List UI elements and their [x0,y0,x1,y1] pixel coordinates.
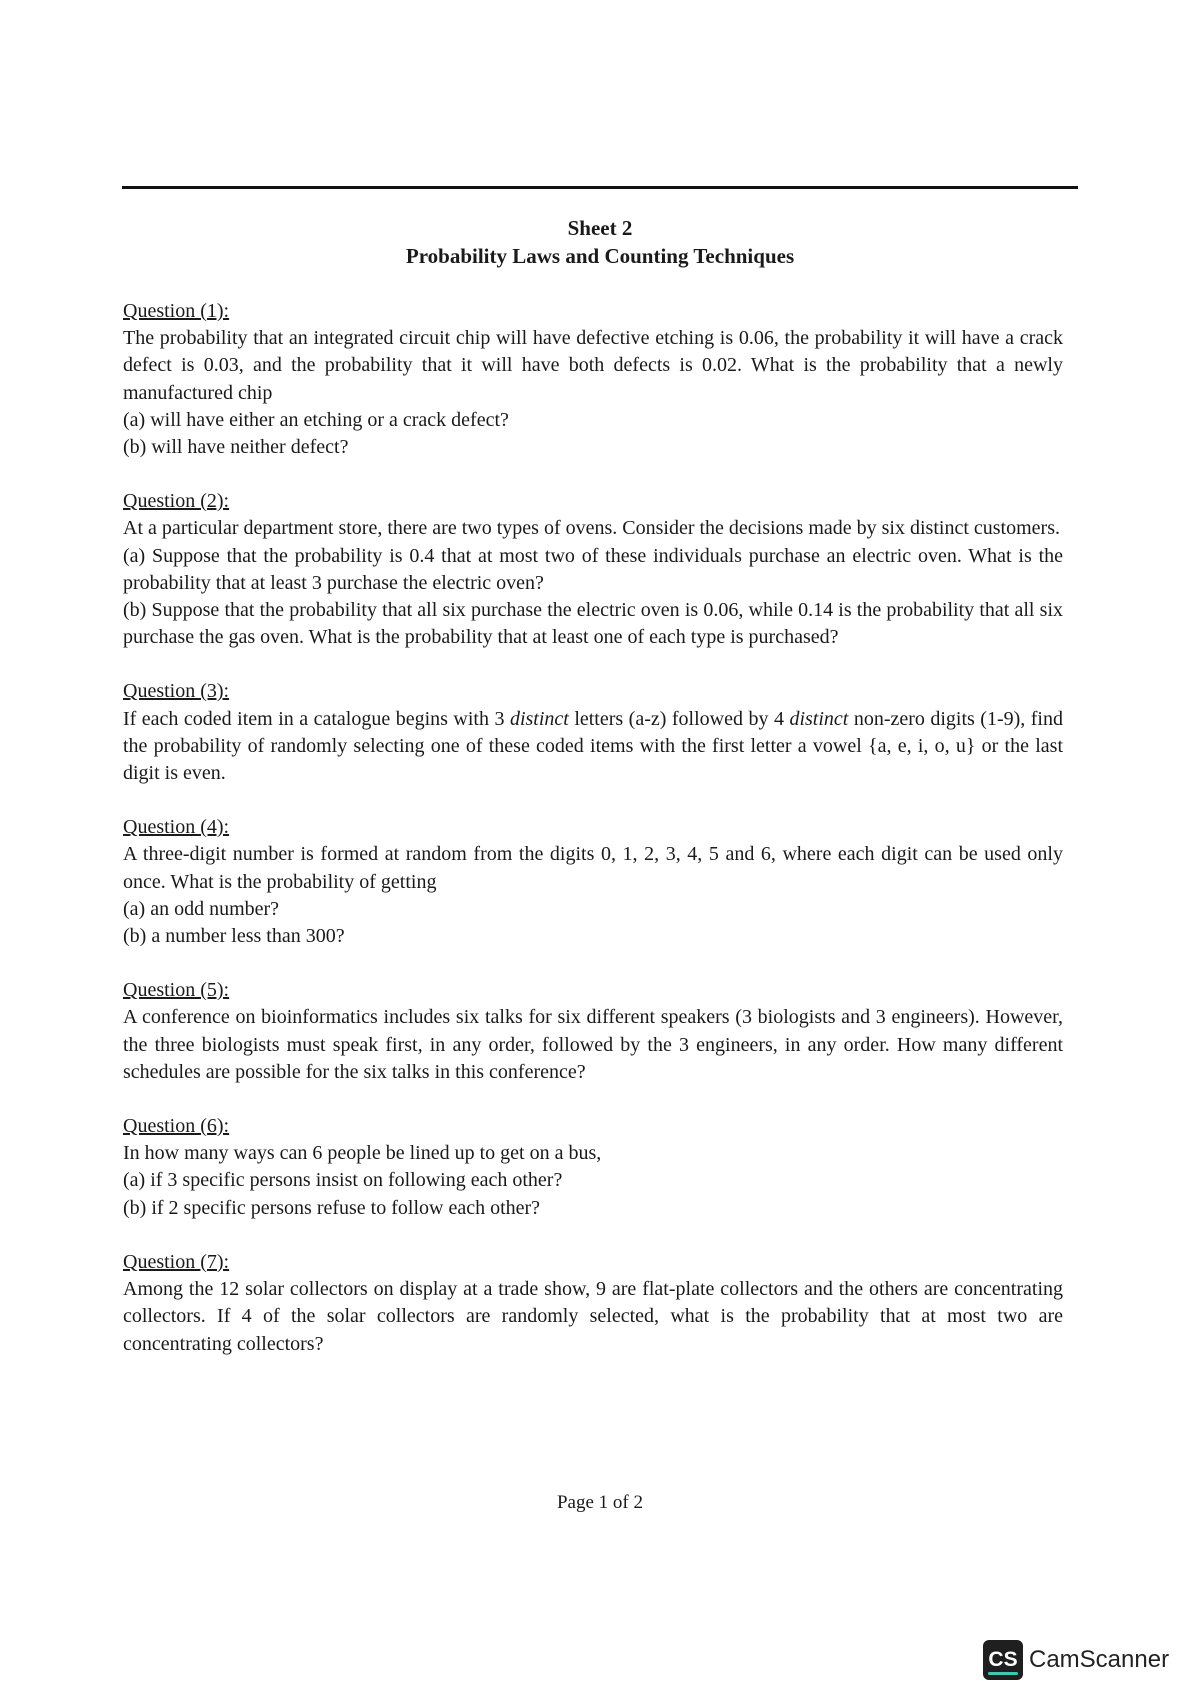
question-part-b: (b) if 2 specific persons refuse to follow each other? [123,1196,541,1219]
text-run: letters (a-z) followed by 4 [568,707,790,730]
question-part-a: (a) an odd number? [123,897,280,920]
question-part-b: (b) will have neither defect? [123,436,349,459]
question-1 [123,298,1063,461]
header-rule [122,186,1078,189]
question-title: Question (1): [123,300,230,322]
question-title: Question (7): [123,1250,230,1273]
sheet-header [122,214,1078,270]
question-text: At a particular department store, there are two types of ovens. Consider the decisions made by six distinct customers. [123,517,1060,540]
question-part-a: (a) will have either an etching or a crack defect? [123,408,509,431]
question-title: Question (5): [123,979,230,1002]
question-7 [123,1249,1063,1358]
emphasis-distinct: distinct [509,707,569,730]
question-part-b: (b) a number less than 300? [123,925,345,948]
sheet-number: Sheet 2 [567,216,633,240]
question-5 [123,977,1063,1086]
question-text: A conference on bioinformatics includes six talks for six different speakers (3 biologists and 3 engineers). However, the three biologists must speak first, in any order, followed by the 3 engineers, in any order. How many different schedules are possible for the six talks in this conference? [123,1006,1063,1083]
question-part-a: (a) Suppose that the probability is 0.4 that at most two of these individuals purchase an electric oven. What is the probability that at least 3 purchase the electric oven? [123,544,1063,594]
question-2 [123,488,1063,651]
question-text: In how many ways can 6 people be lined up to get on a bus, [123,1142,602,1165]
question-title: Question (6): [123,1115,230,1138]
emphasis-distinct: distinct [789,707,849,730]
question-text: The probability that an integrated circuit chip will have defective etching is 0.06, the probability it will have a crack defect is 0.03, and the probability that it will have both defects is 0.02. What is the probability that a newly manufactured chip [123,327,1063,404]
question-text: A three-digit number is formed at random from the digits 0, 1, 2, 3, 4, 5 and 6, where each digit can be used only once. What is the probability of getting [123,843,1063,893]
question-6 [123,1113,1063,1222]
questions-list [123,298,1063,1385]
question-title: Question (3): [123,680,230,703]
sheet-title: Probability Laws and Counting Techniques [405,244,795,268]
camscanner-label: CamScanner [1029,1646,1170,1673]
camscanner-watermark [983,1640,1169,1680]
text-run: If each coded item in a catalogue begins with 3 [123,707,510,730]
camscanner-logo-icon: CS [983,1640,1023,1680]
question-part-a: (a) if 3 specific persons insist on following each other? [123,1169,563,1192]
question-title: Question (2): [123,490,230,513]
question-4 [123,814,1063,950]
question-title: Question (4): [123,816,230,839]
question-text [123,706,1063,788]
question-part-b: (b) Suppose that the probability that all six purchase the electric oven is 0.06, while 0.14 is the probability that all six purchase the gas oven. What is the probability that at least one of each type is purchased? [123,599,1063,649]
text-run: non-zero digits (1-9), find the probability of randomly selecting one of these coded items with the first letter a vowel {a, e, i, o, u} or the last digit is even. [123,707,1063,785]
question-text: Among the 12 solar collectors on display at a trade show, 9 are flat-plate collectors and the others are concentrating collectors. If 4 of the solar collectors are randomly selected, what is the probability that at most two are concentrating collectors? [123,1278,1063,1355]
question-3 [123,678,1063,787]
page-number: Page 1 of 2 [556,1492,643,1513]
